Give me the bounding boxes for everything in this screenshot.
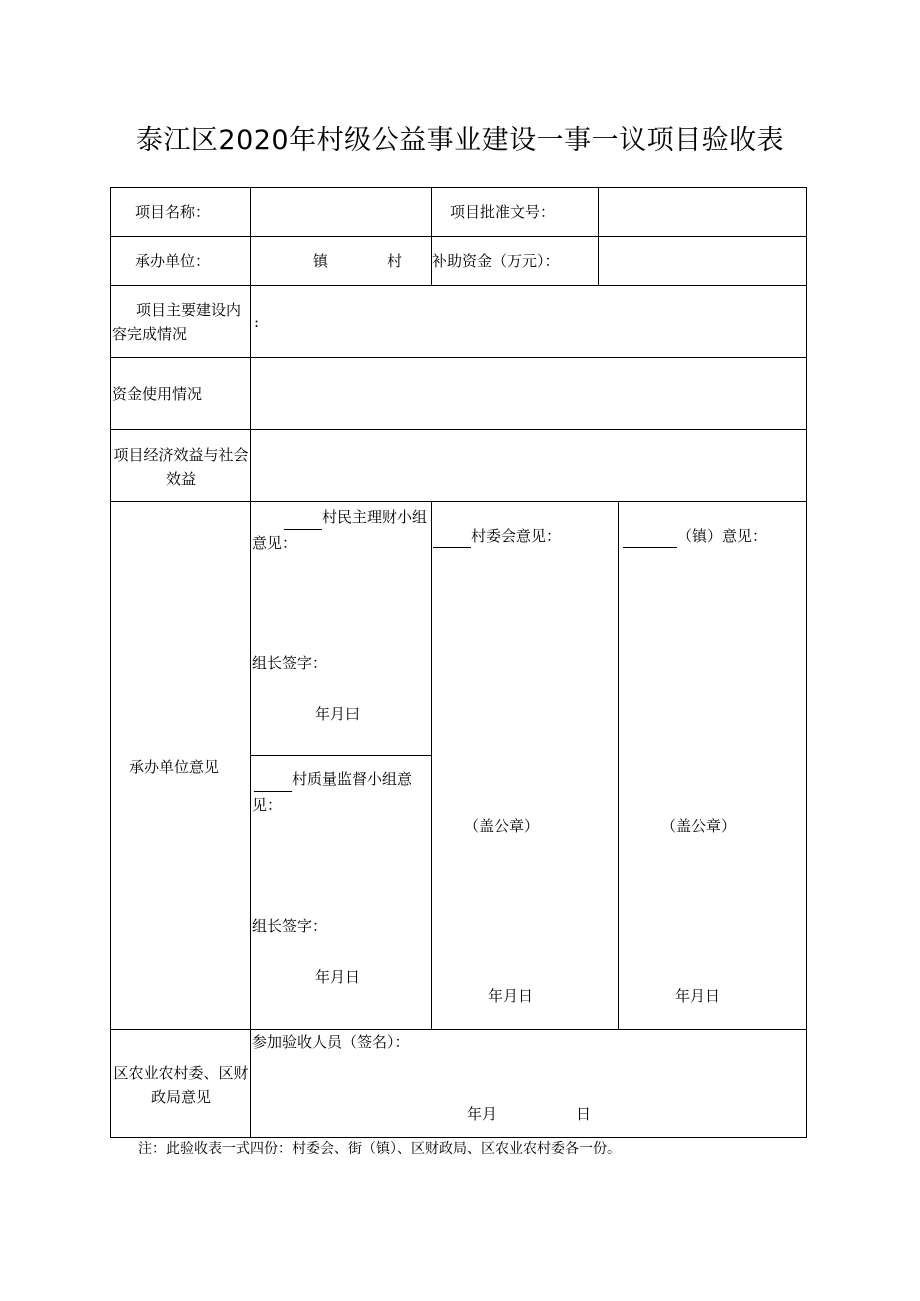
construction-content-label: 项目主要建设内容完成情况 [112, 301, 242, 343]
benefit-field[interactable] [250, 429, 807, 502]
undertaking-opinion-label-cell [110, 501, 251, 1030]
town-seal: （盖公章） [661, 817, 737, 835]
finance-group-heading-text: 村民主理财小组意见： [252, 508, 428, 552]
district-opinion-label: 区农业农村委、区财政局意见 [113, 1064, 249, 1106]
approval-number-label: 项目批准文号： [450, 203, 556, 221]
fund-usage-label-cell [110, 357, 251, 430]
approval-number-label-cell [431, 187, 599, 237]
village-committee-opinion-box[interactable] [431, 501, 619, 1030]
subsidy-label: 补助资金（万元）： [432, 252, 560, 270]
finance-group-sign-label: 组长签字： [252, 654, 328, 672]
quality-group-heading-text: 村质量监督小组意见： [252, 770, 413, 814]
construction-content-value: : [254, 313, 260, 331]
quality-group-opinion-box[interactable] [250, 755, 432, 1030]
village-committee-seal: （盖公章） [464, 817, 540, 835]
town-opinion-box[interactable] [618, 501, 807, 1030]
district-opinion-box[interactable] [250, 1029, 807, 1138]
undertaking-unit-label: 承办单位： [135, 252, 211, 270]
blank-line [623, 531, 677, 548]
construction-content-field[interactable] [250, 285, 807, 358]
subsidy-field[interactable] [598, 236, 807, 286]
district-year-month: 年月 [467, 1105, 498, 1123]
subsidy-label-cell [431, 236, 599, 286]
quality-group-sign-label: 组长签字： [252, 917, 328, 935]
village-text: 村 [387, 252, 403, 270]
benefit-label-cell [110, 429, 251, 502]
town-date: 年月日 [675, 987, 721, 1005]
finance-group-opinion-box[interactable] [250, 501, 432, 756]
page-title: 泰江区2020年村级公益事业建设一事一议项目验收表 [135, 125, 785, 156]
village-committee-heading-text: 村委会意见： [471, 527, 562, 545]
blank-line [433, 531, 471, 548]
benefit-label: 项目经济效益与社会效益 [113, 446, 249, 488]
district-opinion-label-cell [110, 1029, 251, 1138]
fund-usage-field[interactable] [250, 357, 807, 430]
quality-group-date: 年月日 [315, 968, 361, 986]
town-text: 镇 [313, 252, 329, 270]
fund-usage-label: 资金使用情况 [112, 385, 203, 403]
village-committee-date: 年月日 [488, 987, 534, 1005]
construction-content-label-cell [110, 285, 251, 358]
blank-line [254, 775, 292, 792]
village-committee-heading [433, 524, 561, 548]
district-day: 日 [576, 1105, 592, 1123]
finance-group-heading [252, 504, 430, 556]
project-name-label-cell [110, 187, 251, 237]
quality-group-heading [252, 766, 430, 818]
undertaking-opinion-label: 承办单位意见 [129, 758, 220, 776]
project-name-label: 项目名称： [135, 203, 211, 221]
undertaking-unit-label-cell [110, 236, 251, 286]
undertaking-unit-field[interactable] [250, 236, 432, 286]
town-heading [623, 524, 767, 548]
town-heading-text: （镇）意见： [677, 527, 768, 545]
approval-number-field[interactable] [598, 187, 807, 237]
finance-group-date: 年月曰 [315, 705, 361, 723]
blank-line [284, 513, 322, 530]
footnote: 注：此验收表一式四份：村委会、街（镇）、区财政局、区农业农村委各一份。 [138, 1141, 621, 1157]
participants-label: 参加验收人员（签名）： [252, 1033, 410, 1051]
project-name-field[interactable] [250, 187, 432, 237]
